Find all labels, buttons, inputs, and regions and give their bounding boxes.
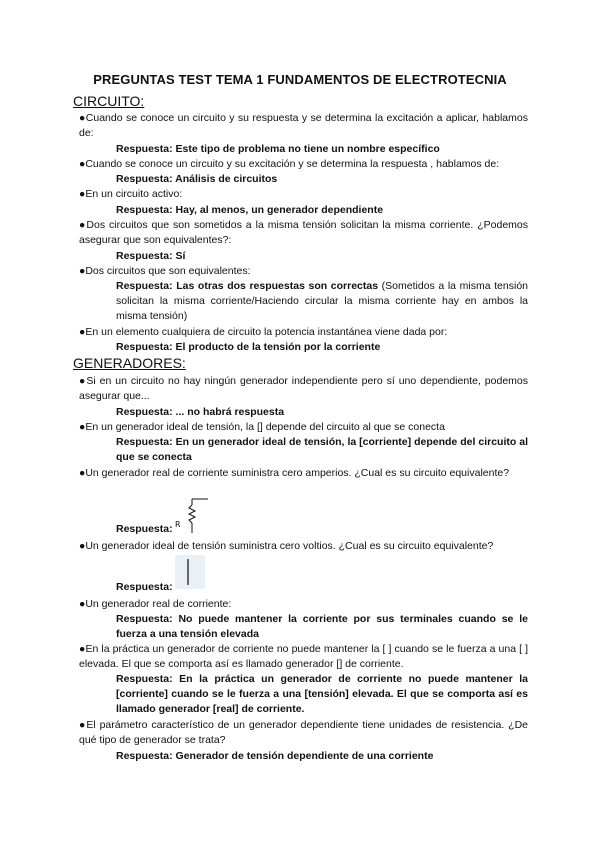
answer-text: Sí <box>175 250 186 262</box>
question-1 <box>79 111 528 141</box>
bullet: ● <box>79 421 86 433</box>
answer-text: En la práctica un generador de corriente no puede mantener la [corriente] cuando se le fuerza a una [tensión] elevada. El que se comporta así es llamado generador [real] de corriente. <box>116 673 528 715</box>
answer-label: Respuesta: <box>116 143 173 155</box>
answer-label: Respuesta: <box>116 750 173 762</box>
question-12 <box>79 642 528 672</box>
short-circuit-diagram <box>175 555 205 589</box>
answer-13 <box>116 749 528 764</box>
question-text: Dos circuitos que son sometidos a la misma tensión solicitan la misma corriente. ¿Podemos asegurar que son equivalentes?: <box>79 219 528 246</box>
question-text: Un generador ideal de tensión suministra cero voltios. ¿Cual es su circuito equivalente? <box>85 540 494 552</box>
question-text: Un generador real de corriente suministra cero amperios. ¿Cual es su circuito equivalente? <box>85 467 510 479</box>
resistor-label: R <box>175 520 181 529</box>
question-text: En la práctica un generador de corriente no puede mantener la [ ] cuando se le fuerza a una [ ] elevada. El que se comporta así es llamado generador [] de corriente. <box>79 643 528 670</box>
answer-text: Análisis de circuitos <box>175 173 278 185</box>
question-10 <box>79 539 528 554</box>
answer-text: El producto de la tensión por la corriente <box>175 341 381 353</box>
answer-label: Respuesta: <box>116 673 173 685</box>
resistor-zigzag <box>189 505 195 523</box>
answer-text-bold: Las otras dos respuestas son correctas <box>176 280 379 292</box>
answer-text: Hay, al menos, un generador dependiente <box>175 204 384 216</box>
question-7 <box>79 374 528 404</box>
section-generadores: GENERADORES: <box>73 355 186 371</box>
question-3 <box>79 187 528 202</box>
question-text: Dos circuitos que son equivalentes: <box>85 265 251 277</box>
answer-6 <box>116 340 528 355</box>
question-9 <box>79 466 528 481</box>
answer-11 <box>116 612 528 642</box>
question-text: Un generador real de corriente: <box>85 598 232 610</box>
question-text: Cuando se conoce un circuito y su excitación y se determina la respuesta , hablamos de: <box>85 158 500 170</box>
document-title: PREGUNTAS TEST TEMA 1 FUNDAMENTOS DE ELECTROTECNIA <box>93 72 507 87</box>
bullet: ● <box>79 326 86 338</box>
answer-label: Respuesta: <box>116 250 173 262</box>
answer-2 <box>116 172 528 187</box>
answer-5 <box>116 279 528 324</box>
question-8 <box>79 420 528 435</box>
answer-label: Respuesta: <box>116 613 173 625</box>
question-4 <box>79 218 528 248</box>
answer-text: ... no habrá respuesta <box>175 406 285 418</box>
question-text: El parámetro característico de un generador dependiente tiene unidades de resistencia. ¿De qué tipo de generador se trata? <box>79 719 529 746</box>
answer-7 <box>116 405 528 420</box>
question-11 <box>79 597 528 612</box>
bullet: ● <box>79 188 86 200</box>
answer-text: Este tipo de problema no tiene un nombre específico <box>175 143 440 155</box>
bullet: ● <box>79 598 86 610</box>
question-text: En un circuito activo: <box>85 188 183 200</box>
bullet: ● <box>79 719 87 731</box>
bullet: ● <box>79 540 86 552</box>
answer-label: Respuesta: <box>116 280 173 292</box>
answer-12 <box>116 672 528 717</box>
answer-8 <box>116 435 528 465</box>
answer-label: Respuesta: <box>116 173 173 185</box>
question-5 <box>79 264 528 279</box>
answer-label: Respuesta: <box>116 581 173 593</box>
question-13 <box>79 718 528 748</box>
bullet: ● <box>79 375 87 387</box>
answer-label: Respuesta: <box>116 406 173 418</box>
answer-text-detail: (Sometidos a la misma tensión solicitan la misma corriente/Haciendo circular la misma corriente hay en ambos la misma tensión) <box>116 280 528 322</box>
answer-text: En un generador ideal de tensión, la [corriente] depende del circuito al que se conecta <box>116 436 529 463</box>
answer-4 <box>116 249 528 264</box>
bullet: ● <box>79 265 86 277</box>
bullet: ● <box>79 467 86 479</box>
answer-3 <box>116 203 528 218</box>
section-circuito: CIRCUITO: <box>73 93 145 109</box>
answer-text: No puede mantener la corriente por sus terminales cuando se le fuerza a una tensión elevada <box>116 613 528 640</box>
question-text: En un elemento cualquiera de circuito la potencia instantánea viene dada por: <box>85 326 448 338</box>
answer-label: Respuesta: <box>116 341 173 353</box>
question-6 <box>79 325 528 340</box>
answer-label: Respuesta: <box>116 523 173 535</box>
answer-label: Respuesta: <box>116 436 173 448</box>
bullet: ● <box>79 219 87 231</box>
answer-1 <box>116 142 528 157</box>
question-text: Si en un circuito no hay ningún generador independiente pero sí uno dependiente, podemos asegurar que... <box>79 375 528 402</box>
bullet: ● <box>79 643 86 655</box>
question-2 <box>79 157 528 172</box>
resistor-diagram <box>172 497 212 535</box>
answer-text: Generador de tensión dependiente de una corriente <box>175 750 434 762</box>
question-text: Cuando se conoce un circuito y su respuesta y se determina la excitación a aplicar, hablamos de: <box>79 112 528 139</box>
answer-label: Respuesta: <box>116 204 173 216</box>
question-text: En un generador ideal de tensión, la [] depende del circuito al que se conecta <box>85 421 445 433</box>
bullet: ● <box>79 158 86 170</box>
diagram-background <box>175 555 205 589</box>
bullet: ● <box>79 112 86 124</box>
